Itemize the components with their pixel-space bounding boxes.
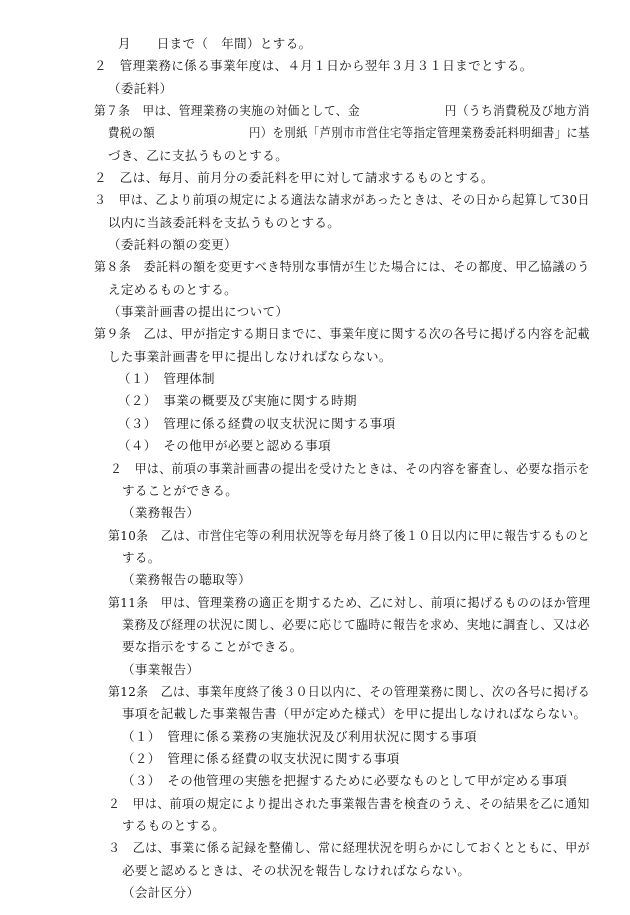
article-heading: （事業計画書の提出について） <box>108 304 289 320</box>
text-line: 要な指示をすることができる。 <box>122 639 303 655</box>
text-line: 必要と認めるときは、その状況を報告しなければならない。 <box>122 862 471 878</box>
text-line: した事業計画書を甲に提出しなければならない。 <box>108 348 392 364</box>
text-line: 第７条 甲は、管理業務の実施の対価として、金 円（うち消費税及び地方消 <box>94 103 590 119</box>
text-line: 第８条 委託料の額を変更すべき特別な事情が生じた場合には、その都度、甲乙協議のう <box>94 259 590 275</box>
list-item: （２） 事業の概要及び実施に関する時期 <box>118 393 357 409</box>
article-heading: （委託料の額の変更） <box>108 237 238 253</box>
text-line: 第10条 乙は、市営住宅等の利用状況等を毎月終了後１０日以内に甲に報告するものと <box>108 527 591 543</box>
article-heading: （事業報告） <box>122 661 200 677</box>
list-item: （３） その他管理の実態を把握するために必要なものとして甲が定める事項 <box>122 773 568 789</box>
list-item: （４） その他甲が必要と認める事項 <box>118 438 332 454</box>
text-line: 第11条 甲は、管理業務の適正を期するため、乙に対し、前項に掲げるもののほか管理 <box>108 594 591 610</box>
text-line: ２ 乙は、毎月、前月分の委託料を甲に対して請求するものとする。 <box>94 170 494 186</box>
article-heading: （委託料） <box>108 80 173 96</box>
text-line: 月 日まで（ 年間）とする。 <box>118 36 312 51</box>
text-line: 以内に当該委託料を支払うものとする。 <box>108 214 341 230</box>
article-heading: （業務報告） <box>122 505 200 521</box>
text-line: 第９条 乙は、甲が指定する期日までに、事業年度に関する次の各号に掲げる内容を記載 <box>94 326 590 342</box>
article-heading: （会計区分） <box>122 885 200 900</box>
text-line: 費税の額 円）を別紙「芦別市市営住宅等指定管理業務委託料明細書」に基 <box>108 125 590 141</box>
list-item: （１） 管理体制 <box>118 371 215 387</box>
text-line: ２ 甲は、前項の事業計画書の提出を受けたときは、その内容を審査し、必要な指示を <box>110 460 590 476</box>
text-line: する。 <box>122 549 161 565</box>
list-item: （３） 管理に係る経費の収支状況に関する事項 <box>118 415 396 431</box>
text-line: ３ 乙は、事業に係る記録を整備し、常に経理状況を明らかにしておくとともに、甲が <box>108 840 590 856</box>
list-item: （２） 管理に係る経費の収支状況に関する事項 <box>122 750 400 766</box>
text-line: ３ 甲は、乙より前項の規定による適法な請求があったときは、その日から起算して30日 <box>94 192 590 208</box>
text-line: ２ 管理業務に係る事業年度は、４月１日から翌年３月３１日までとする。 <box>94 58 533 74</box>
text-line: ２ 甲は、前項の規定により提出された事業報告書を検査のうえ、その結果を乙に通知 <box>108 795 590 811</box>
text-line: づき、乙に支払うものとする。 <box>108 147 289 163</box>
text-line: 業務及び経理の状況に関し、必要に応じて臨時に報告を求め、実地に調査し、又は必 <box>122 616 590 632</box>
text-line: 第12条 乙は、事業年度終了後３０日以内に、その管理業務に関し、次の各号に掲げる <box>108 683 591 699</box>
text-line: することができる。 <box>122 482 239 498</box>
text-line: 事項を記載した事業報告書（甲が定めた様式）を甲に提出しなければならない。 <box>122 706 587 722</box>
article-heading: （業務報告の聴取等） <box>122 572 252 588</box>
text-line: するものとする。 <box>122 817 226 833</box>
text-line: え定めるものとする。 <box>108 281 238 297</box>
list-item: （１） 管理に係る業務の実施状況及び利用状況に関する事項 <box>122 728 477 744</box>
